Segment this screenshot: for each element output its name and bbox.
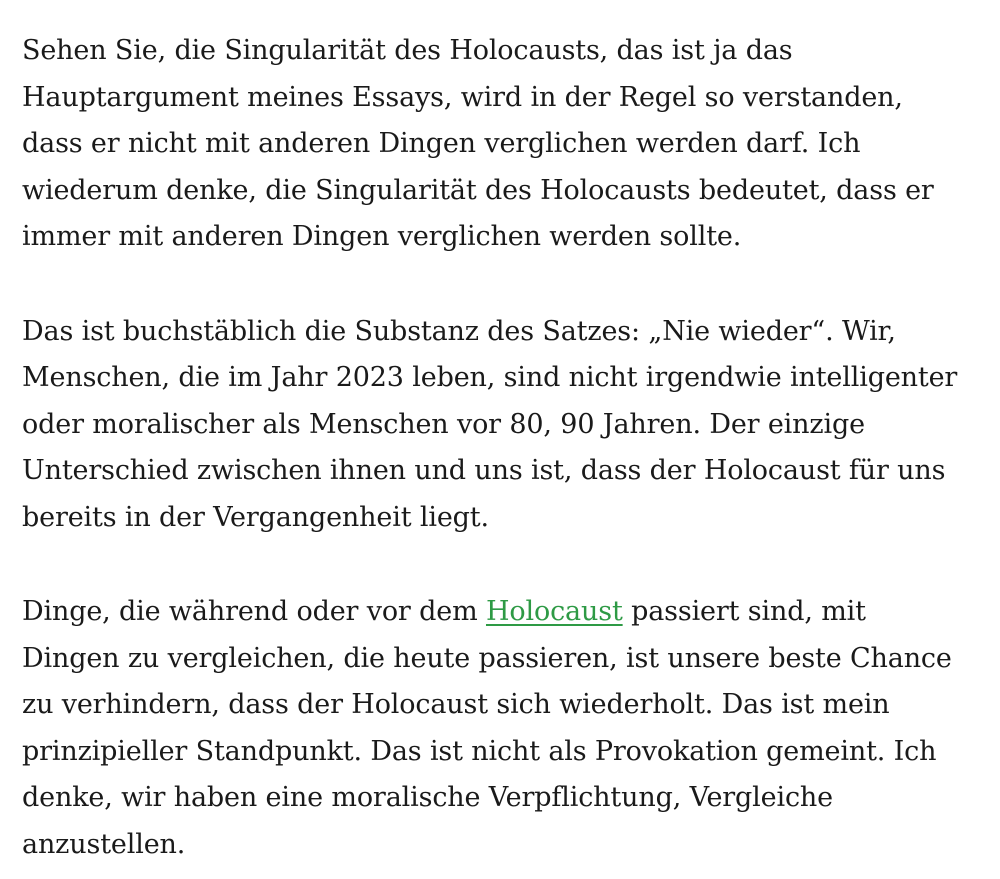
paragraph-2: Das ist buchstäblich die Substanz des Satzes: „Nie wieder“. Wir, Menschen, die im Jahr 2023 leben, sind nicht irgendwie intelligenter oder moralischer als Menschen vor 80, 90 Jahren. Der einzige Unterschied zwischen ihnen und uns ist, dass der Holocaust für uns bereits in der Vergangenheit liegt.	[22, 315, 958, 533]
paragraph-1: Sehen Sie, die Singularität des Holocausts, das ist ja das Hauptargument meines Essays, wird in der Regel so verstanden, dass er nicht mit anderen Dingen verglichen werden darf. Ich wiederum denke, die Singularität des Holocausts bedeutet, dass er immer mit anderen Dingen verglichen werden sollte.	[22, 35, 934, 252]
holocaust-link[interactable]: Holocaust	[485, 596, 623, 627]
article-body	[22, 28, 962, 868]
paragraph-3-after: passiert sind, mit Dingen zu vergleichen, die heute passieren, ist unsere beste Chance zu verhindern, dass der Holocaust sich wiederholt. Das ist mein prinzipieller Standpunkt. Das ist nicht als Provokation gemeint. Ich denke, wir haben eine moralische Verpflichtung, Vergleiche anzustellen.	[22, 596, 952, 860]
paragraph-3-before: Dinge, die während oder vor dem	[22, 596, 486, 627]
paragraph-3	[22, 589, 962, 868]
